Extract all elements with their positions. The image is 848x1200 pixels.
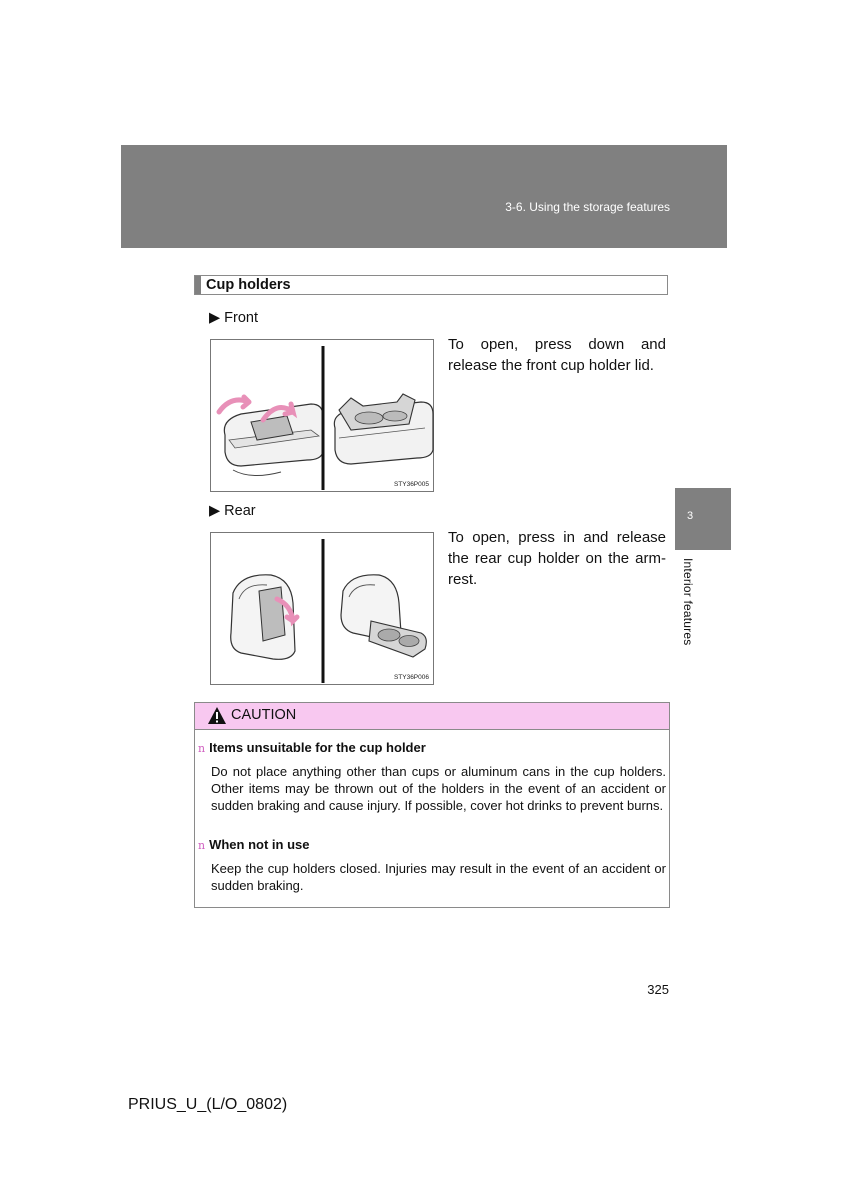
rear-cup-holder-illustration [210, 532, 434, 685]
chapter-title: Interior features [681, 558, 695, 646]
warning-icon [207, 706, 227, 725]
heading-marker [195, 276, 201, 294]
front-figure-code: STY36P005 [393, 481, 429, 488]
bullet-icon: n [198, 839, 206, 852]
caution-title: CAUTION [231, 707, 297, 723]
header-band [121, 145, 727, 248]
rear-description: To open, press in and release the rear cup holder on the arm-rest. [448, 529, 666, 588]
footer-code: PRIUS_U_(L/O_0802) [128, 1096, 288, 1113]
section-title: Cup holders [206, 277, 291, 293]
rear-figure-code: STY36P006 [393, 674, 429, 681]
caution-item-text: Keep the cup holders closed. Injuries may result in the event of an accident or sudden braking. [211, 861, 666, 893]
caution-item-title: When not in use [209, 837, 310, 852]
caution-item-heading [198, 740, 426, 755]
caution-header [195, 703, 669, 730]
bullet-icon: n [198, 742, 206, 755]
front-cup-holder-illustration [210, 339, 434, 492]
section-breadcrumb: 3-6. Using the storage features [505, 200, 670, 214]
page-number: 325 [647, 982, 669, 997]
caution-item-title: Items unsuitable for the cup holder [209, 740, 426, 755]
front-description: To open, press down and release the front cup holder lid. [448, 336, 666, 374]
rear-label: ▶ Rear [209, 503, 256, 519]
caution-item-heading [198, 837, 309, 852]
front-label: ▶ Front [209, 310, 259, 326]
caution-box [194, 702, 670, 908]
section-heading [194, 275, 668, 295]
caution-item-text: Do not place anything other than cups or aluminum cans in the cup holders. Other items may be thrown out of the holders in the event of an accident or sudden braking and cause injury. If possible, cover hot drinks to prevent burns. [211, 764, 666, 813]
chapter-tab [675, 488, 731, 550]
chapter-number: 3 [687, 510, 694, 522]
